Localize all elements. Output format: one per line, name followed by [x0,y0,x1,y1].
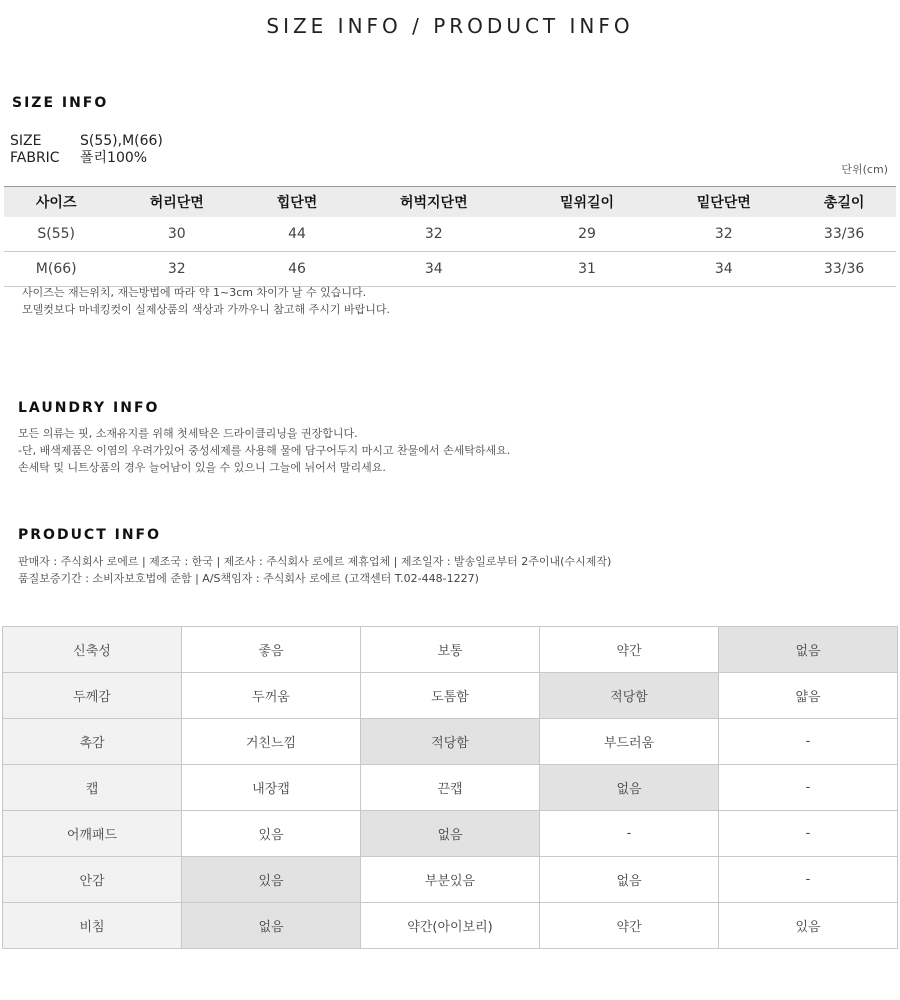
size-meta [10,133,163,167]
property-label: 안감 [3,857,182,903]
property-option-selected: 적당함 [540,673,719,719]
size-table [4,186,896,287]
size-cell: 34 [655,252,792,287]
property-option: - [719,719,898,765]
property-option: 보통 [361,627,540,673]
property-option: 좋음 [182,627,361,673]
property-option: 거친느낌 [182,719,361,765]
property-label: 비침 [3,903,182,949]
laundry-line: -단, 배색제품은 이염의 우려가있어 중성세제를 사용해 물에 담구어두지 마시고 찬물에서 손세탁하세요. [18,444,511,457]
size-column-header: 힙단면 [245,187,349,218]
property-option: 부드러움 [540,719,719,765]
product-notes [18,553,611,587]
size-cell: S(55) [4,217,108,252]
product-info-heading: PRODUCT INFO [18,527,162,543]
property-option: 부분있음 [361,857,540,903]
property-row [3,811,898,857]
laundry-info-heading: LAUNDRY INFO [18,400,160,416]
product-line: 품질보증기간 : 소비자보호법에 준함 | A/S책임자 : 주식회사 로에르 (고객센터 T.02-448-1227) [18,572,479,585]
property-label: 신축성 [3,627,182,673]
size-cell: 29 [519,217,656,252]
property-row [3,673,898,719]
property-label: 어깨패드 [3,811,182,857]
product-line: 판매자 : 주식회사 로에르 | 제조국 : 한국 | 제조사 : 주식회사 로에르 제휴업체 | 제조일자 : 발송일로부터 2주이내(수시제작) [18,555,612,568]
size-cell: 32 [108,252,245,287]
size-note: 모델컷보다 마네킹컷이 실제상품의 색상과 가까우니 참고해 주시기 바랍니다. [22,303,391,316]
size-cell: 30 [108,217,245,252]
size-label: SIZE [10,133,42,149]
size-cell: 44 [245,217,349,252]
laundry-line: 손세탁 및 니트상품의 경우 늘어남이 있을 수 있으니 그늘에 뉘어서 말리세요. [18,461,386,474]
property-option: 약간 [540,903,719,949]
property-option: 있음 [182,811,361,857]
property-option-selected: 없음 [719,627,898,673]
fabric-value: 폴리100% [80,150,148,166]
size-cell: 33/36 [792,252,896,287]
size-column-header: 밑위길이 [519,187,656,218]
property-row [3,903,898,949]
size-column-header: 허리단면 [108,187,245,218]
property-label: 캡 [3,765,182,811]
property-option: 약간(아이보리) [361,903,540,949]
size-cell: M(66) [4,252,108,287]
size-cell: 46 [245,252,349,287]
property-row [3,765,898,811]
property-option-selected: 적당함 [361,719,540,765]
property-option: 약간 [540,627,719,673]
property-option-selected: 없음 [361,811,540,857]
size-column-header: 사이즈 [4,187,108,218]
fabric-label: FABRIC [10,150,60,166]
property-option: 내장캡 [182,765,361,811]
property-option: 끈캡 [361,765,540,811]
property-row [3,857,898,903]
size-cell: 32 [655,217,792,252]
laundry-notes [18,425,510,476]
property-option: - [719,857,898,903]
page-title: SIZE INFO / PRODUCT INFO [266,14,634,38]
property-option-selected: 있음 [182,857,361,903]
size-row [4,252,896,287]
property-option: 있음 [719,903,898,949]
property-option: - [719,765,898,811]
size-cell: 31 [519,252,656,287]
size-column-header: 밑단단면 [655,187,792,218]
property-row [3,719,898,765]
size-info-heading: SIZE INFO [12,95,109,111]
property-label: 두께감 [3,673,182,719]
laundry-line: 모든 의류는 핏, 소재유지를 위해 첫세탁은 드라이클리닝을 권장합니다. [18,427,358,440]
size-cell: 33/36 [792,217,896,252]
size-column-header: 총길이 [792,187,896,218]
size-value: S(55),M(66) [80,133,163,149]
size-notes [22,284,390,318]
size-cell: 32 [349,217,519,252]
property-option-selected: 없음 [182,903,361,949]
size-column-header: 허벅지단면 [349,187,519,218]
unit-label: 단위(cm) [841,163,888,176]
property-option-selected: 없음 [540,765,719,811]
size-note: 사이즈는 재는위치, 재는방법에 따라 약 1~3cm 차이가 날 수 있습니다. [22,286,367,299]
property-option: - [719,811,898,857]
size-row [4,217,896,252]
property-table [2,626,898,949]
property-row [3,627,898,673]
property-option: 도톰함 [361,673,540,719]
property-option: - [540,811,719,857]
property-option: 두꺼움 [182,673,361,719]
property-option: 얇음 [719,673,898,719]
property-label: 촉감 [3,719,182,765]
property-option: 없음 [540,857,719,903]
size-cell: 34 [349,252,519,287]
